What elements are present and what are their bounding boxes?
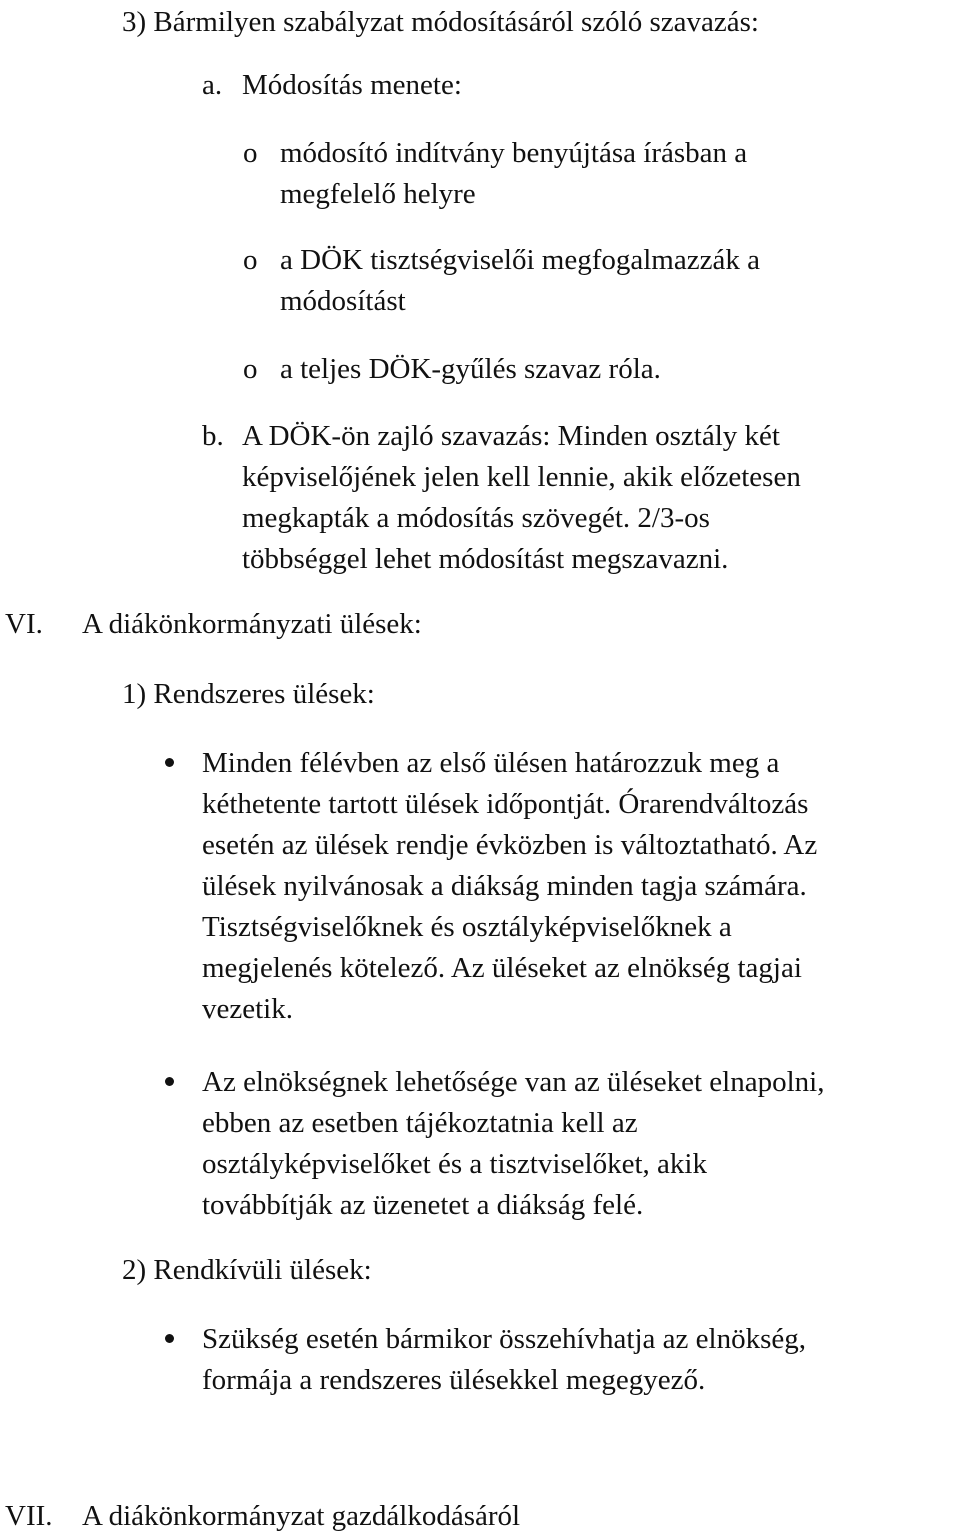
step-2-marker: o (243, 244, 258, 276)
step-2-line-1: a DÖK tisztségviselői megfogalmazzák a (280, 244, 760, 276)
section-vii-numeral: VII. (5, 1500, 53, 1532)
item-b-marker: b. (202, 420, 224, 452)
regular-bullet-1-line-6: megjelenés kötelező. Az üléseket az elnökség tagjai (202, 952, 802, 984)
section-vi-numeral: VI. (5, 608, 43, 640)
section-vii-title: A diákönkormányzat gazdálkodásáról (82, 1500, 521, 1532)
step-3-line-1: a teljes DÖK-gyűlés szavaz róla. (280, 353, 661, 385)
extraordinary-meetings-heading: 2) Rendkívüli ülések: (122, 1254, 372, 1286)
step-1-text (280, 133, 747, 215)
item-b-line-2: képviselőjének jelen kell lennie, akik előzetesen (242, 461, 801, 493)
bullet-dot-2 (165, 1077, 174, 1086)
regular-bullet-2-line-4: továbbítják az üzenetet a diákság felé. (202, 1189, 644, 1221)
item-a-title: Módosítás menete: (242, 69, 462, 101)
bullet-dot-3 (165, 1334, 174, 1343)
item-b-text (242, 416, 801, 580)
regular-bullet-2-line-2: ebben az esetben tájékoztatnia kell az (202, 1107, 638, 1139)
extraordinary-bullet-1-line-1: Szükség esetén bármikor összehívhatja az elnökség, (202, 1323, 806, 1355)
item-b-line-1: A DÖK-ön zajló szavazás: Minden osztály két (242, 420, 780, 452)
step-3-text (280, 349, 661, 390)
step-2-text (280, 240, 760, 322)
regular-bullet-2-line-1: Az elnökségnek lehetősége van az üléseket elnapolni, (202, 1066, 825, 1098)
item-b-line-3: megkapták a módosítás szövegét. 2/3-os (242, 502, 710, 534)
section-vi-title: A diákönkormányzati ülések: (82, 608, 422, 640)
regular-bullet-1-line-5: Tisztségviselőknek és osztályképviselőknek a (202, 911, 732, 943)
step-2-line-2: módosítást (280, 285, 406, 317)
regular-bullet-1-line-4: ülések nyilvánosak a diákság minden tagja számára. (202, 870, 807, 902)
regular-bullet-1-line-3: esetén az ülések rendje évközben is változtatható. Az (202, 829, 818, 861)
item-a-marker: a. (202, 69, 223, 101)
regular-bullet-2-line-3: osztályképviselőket és a tisztviselőket, akik (202, 1148, 707, 1180)
regular-bullet-1-line-7: vezetik. (202, 993, 293, 1025)
regular-bullet-1-text (202, 743, 817, 1030)
regular-bullet-1-line-1: Minden félévben az első ülésen határozzuk meg a (202, 747, 780, 779)
bullet-dot-1 (165, 758, 174, 767)
step-1-line-2: megfelelő helyre (280, 178, 476, 210)
regular-bullet-2-text (202, 1062, 824, 1226)
step-3-marker: o (243, 353, 258, 385)
regular-bullet-1-line-2: kéthetente tartott ülések időpontját. Órarendváltozás (202, 788, 809, 820)
regular-meetings-heading: 1) Rendszeres ülések: (122, 678, 375, 710)
extraordinary-bullet-1-line-2: formája a rendszeres ülésekkel megegyező. (202, 1364, 706, 1396)
step-1-line-1: módosító indítvány benyújtása írásban a (280, 137, 748, 169)
extraordinary-bullet-1-text (202, 1319, 806, 1401)
item-b-line-4: többséggel lehet módosítást megszavazni. (242, 543, 729, 575)
item-3-heading: 3) Bármilyen szabályzat módosításáról szóló szavazás: (122, 6, 759, 38)
step-1-marker: o (243, 137, 258, 169)
